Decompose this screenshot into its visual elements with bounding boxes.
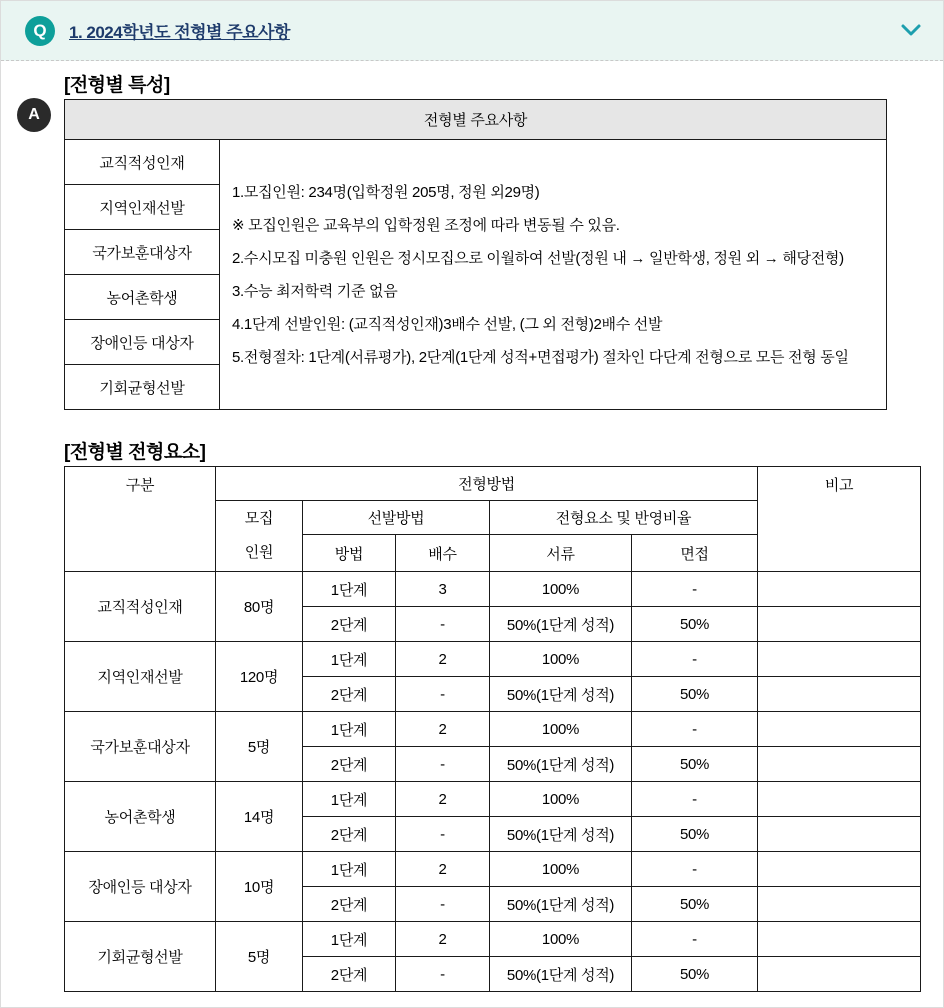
table-row xyxy=(65,140,887,185)
multiple-cell: 2 xyxy=(396,852,490,887)
table-header-row xyxy=(65,467,921,501)
interview-cell: - xyxy=(632,782,758,817)
interview-cell: 50% xyxy=(632,607,758,642)
multiple-cell: 2 xyxy=(396,712,490,747)
quota-cell: 120명 xyxy=(216,642,303,712)
documents-cell: 100% xyxy=(490,642,632,677)
header-cell-elements-ratio: 전형요소 및 반영비율 xyxy=(490,501,758,535)
note-cell xyxy=(758,852,921,887)
documents-cell: 100% xyxy=(490,922,632,957)
note-cell xyxy=(758,642,921,677)
documents-cell: 50%(1단계 성적) xyxy=(490,677,632,712)
quota-cell: 5명 xyxy=(216,712,303,782)
multiple-cell: - xyxy=(396,817,490,852)
note-cell xyxy=(758,572,921,607)
category-cell: 국가보훈대상자 xyxy=(65,712,216,782)
admission-elements-table xyxy=(64,466,921,992)
documents-cell: 100% xyxy=(490,572,632,607)
interview-cell: - xyxy=(632,852,758,887)
header-cell-interview: 면접 xyxy=(632,535,758,572)
chevron-down-icon[interactable] xyxy=(899,23,923,39)
note-cell xyxy=(758,712,921,747)
table-header-cell: 전형별 주요사항 xyxy=(65,100,887,140)
table-row xyxy=(65,572,921,607)
interview-cell: 50% xyxy=(632,677,758,712)
header-cell-multiple: 배수 xyxy=(396,535,490,572)
stage-cell: 2단계 xyxy=(303,957,396,992)
note-cell xyxy=(758,782,921,817)
category-cell: 지역인재선발 xyxy=(65,185,220,230)
documents-cell: 100% xyxy=(490,852,632,887)
stage-cell: 2단계 xyxy=(303,887,396,922)
category-cell: 기회균형선발 xyxy=(65,922,216,992)
interview-cell: - xyxy=(632,922,758,957)
table-row xyxy=(65,852,921,887)
multiple-cell: - xyxy=(396,747,490,782)
category-cell: 장애인등 대상자 xyxy=(65,852,216,922)
documents-cell: 50%(1단계 성적) xyxy=(490,957,632,992)
multiple-cell: - xyxy=(396,677,490,712)
table-row xyxy=(65,642,921,677)
table-header-row xyxy=(65,100,887,140)
header-cell-note: 비고 xyxy=(758,467,921,572)
note-cell xyxy=(758,607,921,642)
details-cell xyxy=(220,140,887,410)
interview-cell: - xyxy=(632,712,758,747)
category-cell: 장애인등 대상자 xyxy=(65,320,220,365)
category-cell: 농어촌학생 xyxy=(65,275,220,320)
header-cell-quota-line2: 인원 xyxy=(244,544,274,561)
interview-cell: 50% xyxy=(632,817,758,852)
interview-cell: 50% xyxy=(632,957,758,992)
quota-cell: 10명 xyxy=(216,852,303,922)
stage-cell: 1단계 xyxy=(303,572,396,607)
table-row xyxy=(65,712,921,747)
interview-cell: - xyxy=(632,572,758,607)
detail-line: 1.모집인원: 234명(입학정원 205명, 정원 외29명) xyxy=(232,183,540,201)
a-icon xyxy=(17,98,51,132)
detail-line: ※ 모집인원은 교육부의 입학정원 조정에 따라 변동될 수 있음. xyxy=(232,216,620,234)
documents-cell: 50%(1단계 성적) xyxy=(490,747,632,782)
detail-line: 2.수시모집 미충원 인원은 정시모집으로 이월하여 선발(정원 내 → 일반학생, 정원 외 → 해당전형) xyxy=(232,249,844,267)
category-cell: 농어촌학생 xyxy=(65,782,216,852)
header-cell-method: 전형방법 xyxy=(216,467,758,501)
table-row xyxy=(65,922,921,957)
documents-cell: 100% xyxy=(490,712,632,747)
documents-cell: 50%(1단계 성적) xyxy=(490,607,632,642)
section-heading-elements: [전형별 전형요소] xyxy=(64,442,206,463)
question-title[interactable]: 1. 2024학년도 전형별 주요사항 xyxy=(69,23,290,42)
category-cell: 지역인재선발 xyxy=(65,642,216,712)
multiple-cell: - xyxy=(396,607,490,642)
category-cell: 교직적성인재 xyxy=(65,140,220,185)
stage-cell: 2단계 xyxy=(303,817,396,852)
detail-line: 4.1단계 선발인원: (교직적성인재)3배수 선발, (그 외 전형)2배수 선발 xyxy=(232,315,663,333)
documents-cell: 100% xyxy=(490,782,632,817)
q-icon xyxy=(25,16,55,46)
stage-cell: 1단계 xyxy=(303,642,396,677)
stage-cell: 2단계 xyxy=(303,677,396,712)
multiple-cell: 2 xyxy=(396,782,490,817)
stage-cell: 2단계 xyxy=(303,607,396,642)
header-cell-documents: 서류 xyxy=(490,535,632,572)
multiple-cell: 2 xyxy=(396,922,490,957)
quota-cell: 5명 xyxy=(216,922,303,992)
note-cell xyxy=(758,957,921,992)
header-cell-selection-method: 선발방법 xyxy=(303,501,490,535)
header-cell-stage: 방법 xyxy=(303,535,396,572)
documents-cell: 50%(1단계 성적) xyxy=(490,817,632,852)
multiple-cell: 3 xyxy=(396,572,490,607)
a-icon-label: A xyxy=(28,106,40,123)
note-cell xyxy=(758,922,921,957)
interview-cell: - xyxy=(632,642,758,677)
stage-cell: 1단계 xyxy=(303,712,396,747)
stage-cell: 1단계 xyxy=(303,922,396,957)
stage-cell: 2단계 xyxy=(303,747,396,782)
table-row xyxy=(65,782,921,817)
stage-cell: 1단계 xyxy=(303,782,396,817)
category-cell: 교직적성인재 xyxy=(65,572,216,642)
interview-cell: 50% xyxy=(632,747,758,782)
detail-line: 5.전형절차: 1단계(서류평가), 2단계(1단계 성적+면접평가) 절차인 다단계 전형으로 모든 전형 동일 xyxy=(232,348,849,366)
note-cell xyxy=(758,817,921,852)
note-cell xyxy=(758,747,921,782)
header-cell-quota xyxy=(216,501,303,572)
characteristics-table xyxy=(64,99,887,410)
documents-cell: 50%(1단계 성적) xyxy=(490,887,632,922)
quota-cell: 80명 xyxy=(216,572,303,642)
quota-cell: 14명 xyxy=(216,782,303,852)
multiple-cell: - xyxy=(396,957,490,992)
category-cell: 국가보훈대상자 xyxy=(65,230,220,275)
stage-cell: 1단계 xyxy=(303,852,396,887)
detail-line: 3.수능 최저학력 기준 없음 xyxy=(232,282,398,300)
answer-body xyxy=(1,61,943,992)
header-cell-category: 구분 xyxy=(65,467,216,572)
multiple-cell: 2 xyxy=(396,642,490,677)
multiple-cell: - xyxy=(396,887,490,922)
header-cell-quota-line1: 모집 xyxy=(244,510,274,527)
q-icon-label: Q xyxy=(33,20,47,40)
category-cell: 기회균형선발 xyxy=(65,365,220,410)
interview-cell: 50% xyxy=(632,887,758,922)
note-cell xyxy=(758,887,921,922)
section-heading-characteristics: [전형별 특성] xyxy=(64,75,170,96)
note-cell xyxy=(758,677,921,712)
question-header[interactable] xyxy=(1,1,943,61)
